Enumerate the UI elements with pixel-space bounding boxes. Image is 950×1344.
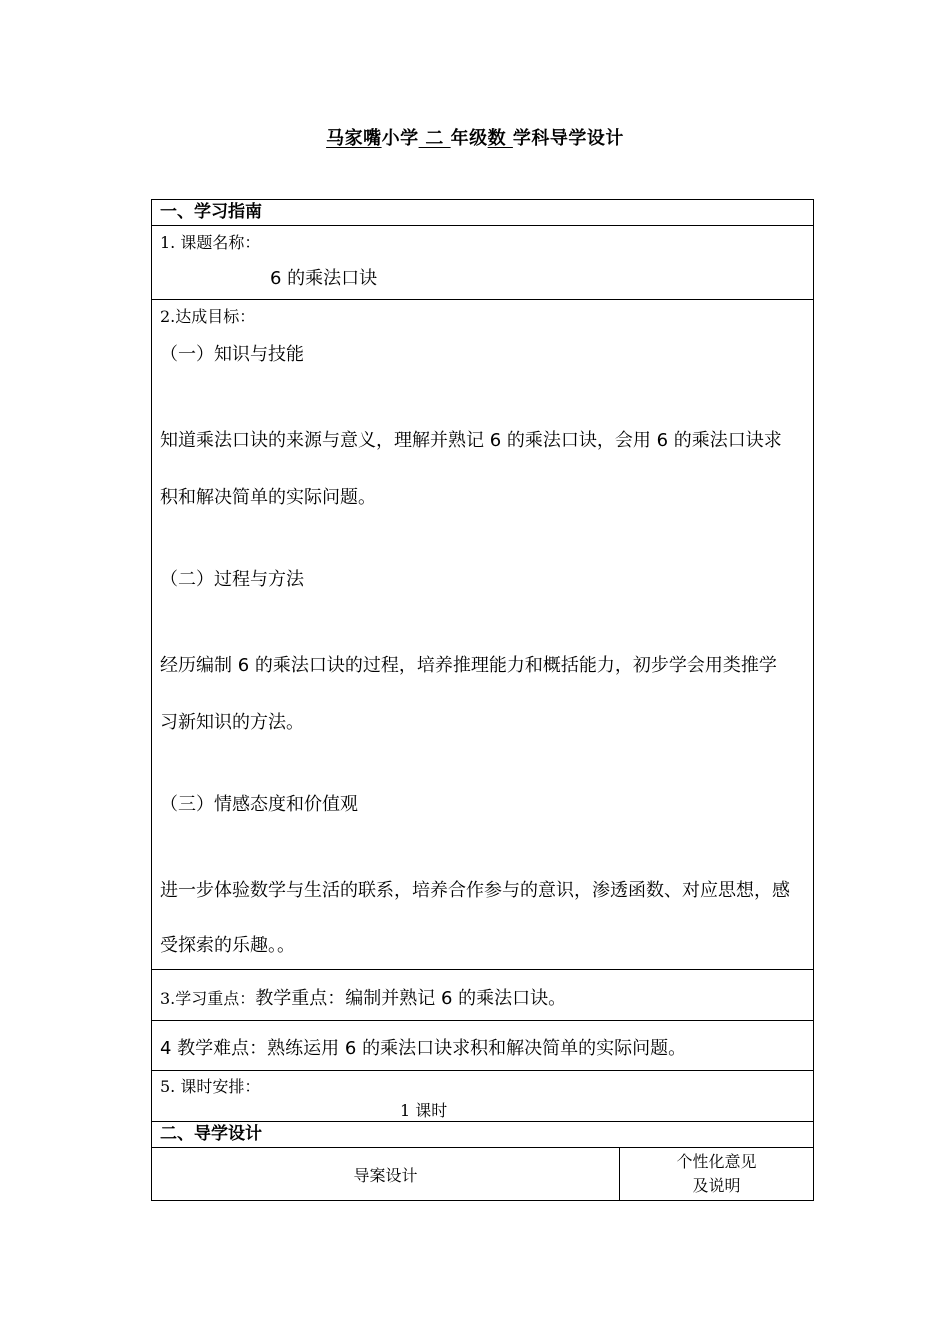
column-header-notes xyxy=(620,1148,813,1200)
notes-header-line2: 及说明 xyxy=(692,1176,741,1195)
notes-header-line1: 个性化意见 xyxy=(676,1152,757,1171)
row-key-points xyxy=(152,970,813,1021)
schedule-label: 5. 课时安排： xyxy=(160,1077,261,1096)
row-difficulty xyxy=(152,1021,813,1071)
lesson-table xyxy=(151,199,814,1201)
goal3-text-line2: 受探索的乐趣。。 xyxy=(160,935,295,956)
topic-value: 6 的乘法口诀 xyxy=(270,268,378,289)
page-title xyxy=(0,124,950,150)
title-subject: 数 xyxy=(487,128,513,149)
goal1-text-line2: 积和解决简单的实际问题。 xyxy=(160,487,376,508)
goal2-title: （二）过程与方法 xyxy=(160,569,304,590)
title-subject-label: 学科导学设计 xyxy=(512,128,624,149)
section-heading-design: 二、导学设计 xyxy=(152,1122,813,1148)
row-design-columns xyxy=(152,1148,813,1200)
column-header-design: 导案设计 xyxy=(152,1148,620,1200)
title-school: 马家嘴 xyxy=(326,128,382,149)
goal2-text-line2: 习新知识的方法。 xyxy=(160,712,304,733)
goal1-title: （一）知识与技能 xyxy=(160,344,304,365)
row-goals xyxy=(152,300,813,970)
title-school-label: 小学 xyxy=(381,128,419,149)
key-text: 教学重点：编制并熟记 6 的乘法口诀。 xyxy=(255,988,567,1009)
row-schedule xyxy=(152,1071,813,1122)
key-label: 3.学习重点： xyxy=(160,989,256,1008)
difficulty-text: 4 教学难点：熟练运用 6 的乘法口诀求积和解决简单的实际问题。 xyxy=(160,1038,687,1059)
topic-label: 1. 课题名称： xyxy=(160,233,261,252)
goal3-text-line1: 进一步体验数学与生活的联系，培养合作参与的意识，渗透函数、对应思想，感 xyxy=(160,880,790,901)
section-heading-guide: 一、学习指南 xyxy=(152,200,813,226)
title-grade-label: 年级 xyxy=(450,128,488,149)
title-grade: 二 xyxy=(418,128,451,149)
row-topic xyxy=(152,226,813,300)
goal1-text-line1: 知道乘法口诀的来源与意义，理解并熟记 6 的乘法口诀，会用 6 的乘法口诀求 xyxy=(160,430,782,451)
goal3-title: （三）情感态度和价值观 xyxy=(160,794,358,815)
goals-label: 2.达成目标： xyxy=(160,307,256,326)
schedule-value: 1 课时 xyxy=(400,1101,448,1120)
goal2-text-line1: 经历编制 6 的乘法口诀的过程，培养推理能力和概括能力，初步学会用类推学 xyxy=(160,655,777,676)
